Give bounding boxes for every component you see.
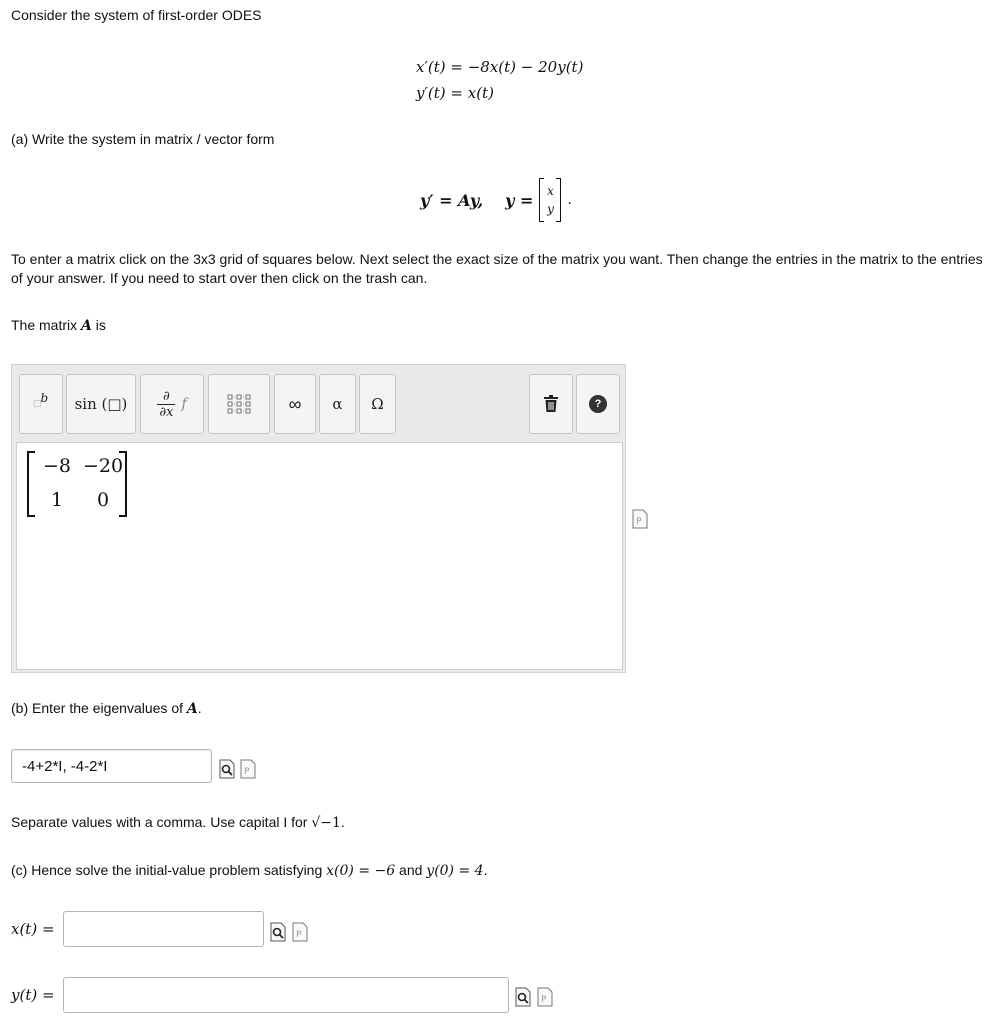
problem-intro: Consider the system of first-order ODES (11, 7, 262, 23)
equals-sign: = (450, 84, 468, 102)
document-p-icon (537, 987, 553, 1007)
matrix-edit-area[interactable] (16, 442, 623, 670)
svg-text:P: P (296, 930, 302, 940)
power-button[interactable] (19, 374, 63, 434)
eigen-preview-button[interactable] (219, 759, 235, 779)
document-p-icon (632, 509, 648, 529)
x-preview-button[interactable] (270, 922, 286, 942)
matrix-entry-1-2[interactable]: −20 (83, 455, 124, 477)
placeholder-box-icon: □ (33, 398, 41, 410)
partial-bottom: ∂x (159, 404, 174, 420)
matrix-label (11, 317, 106, 334)
vector-y-equals: y = (505, 190, 534, 210)
partial-top: ∂ (163, 388, 170, 404)
part-b-prefix: (b) Enter the eigenvalues of (11, 700, 183, 716)
matrix-A[interactable] (27, 451, 127, 517)
part-c-label (11, 862, 487, 879)
equation-1 (416, 58, 583, 76)
infinity-symbol: ∞ (288, 393, 302, 414)
matrix-preview-icon[interactable] (632, 509, 648, 529)
document-p-icon (292, 922, 308, 942)
part-c-end: . (483, 862, 488, 878)
vector-entry-y: y (547, 202, 554, 216)
sin-button[interactable] (66, 374, 136, 434)
sin-button-label: sin (□) (74, 395, 128, 413)
initial-condition-x: x(0) = −6 (326, 863, 396, 879)
initial-condition-y: y(0) = 4 (426, 863, 484, 879)
svg-text:P: P (244, 767, 250, 777)
matrix-grid-button[interactable] (208, 374, 270, 434)
separator-note-text: Separate values with a comma. Use capital I for (11, 814, 308, 830)
matrix-symbol: A (81, 318, 92, 334)
y-format-button[interactable] (537, 987, 553, 1007)
equation-1-rhs: −8x(t) − 20y(t) (467, 58, 584, 76)
eigen-format-button[interactable] (240, 759, 256, 779)
math-editor (11, 364, 626, 673)
omega-symbol: Ω (371, 395, 384, 413)
help-button[interactable] (576, 374, 620, 434)
infinity-button[interactable] (274, 374, 316, 434)
magnifier-document-icon (219, 759, 235, 779)
alpha-button[interactable] (319, 374, 356, 434)
magnifier-document-icon (515, 987, 531, 1007)
matrix-label-prefix: The matrix (11, 317, 78, 333)
equation-2-lhs: y′(t) (416, 84, 446, 102)
svg-text:P: P (636, 517, 642, 527)
grid-3x3-icon (226, 393, 252, 415)
part-c-prefix: (c) Hence solve the initial-value problem satisfying (11, 862, 323, 878)
y-of-t-input[interactable] (63, 977, 509, 1013)
matrix-entry-1-1[interactable]: −8 (42, 455, 71, 477)
magnifier-document-icon (270, 922, 286, 942)
partial-f: f (181, 396, 187, 412)
svg-text:P: P (541, 995, 547, 1005)
part-c-and: and (399, 862, 423, 878)
y-preview-button[interactable] (515, 987, 531, 1007)
column-vector (539, 178, 561, 222)
matrix-label-suffix: is (95, 317, 106, 333)
partial-derivative-button[interactable] (140, 374, 204, 434)
part-a-label: (a) Write the system in matrix / vector form (11, 131, 275, 147)
omega-button[interactable] (359, 374, 396, 434)
trash-icon (543, 395, 559, 413)
matrix-entry-2-2[interactable]: 0 (96, 489, 110, 511)
document-p-icon (240, 759, 256, 779)
x-format-button[interactable] (292, 922, 308, 942)
x-of-t-input[interactable] (63, 911, 264, 947)
y-answer-label: y(t) = (11, 986, 55, 1004)
help-icon: ? (589, 395, 607, 413)
equation-2 (416, 84, 494, 102)
alpha-symbol: α (332, 395, 343, 413)
vector-entry-x: x (547, 184, 554, 198)
matrix-left-bracket (27, 451, 35, 517)
matrix-form-equation: y′ = Ay, (420, 190, 484, 210)
matrix-instructions: To enter a matrix click on the 3x3 grid of squares below. Next select the exact size of the matrix you want. Then change the entries in the matrix to the entries of your answer. If you need to start over then click on the trash can. (11, 251, 983, 286)
trash-button[interactable] (529, 374, 573, 434)
equals-sign: = (450, 58, 468, 76)
equation-1-lhs: x′(t) (416, 58, 446, 76)
matrix-vector-form (420, 176, 572, 224)
partial-fraction (157, 389, 175, 420)
power-exponent: b (40, 391, 49, 405)
separator-note (11, 814, 345, 831)
matrix-entry-2-1[interactable]: 1 (50, 489, 64, 511)
sqrt-minus-one: √−1 (311, 815, 341, 831)
separator-note-end: . (340, 814, 345, 830)
equation-2-rhs: x(t) (467, 84, 494, 102)
part-b-label: (b) Enter the eigenvalues of A. (11, 700, 202, 717)
part-b-symbol: A (186, 701, 198, 717)
eigenvalues-input[interactable] (11, 749, 212, 783)
x-answer-label: x(t) = (11, 920, 55, 938)
period: . (567, 192, 572, 208)
